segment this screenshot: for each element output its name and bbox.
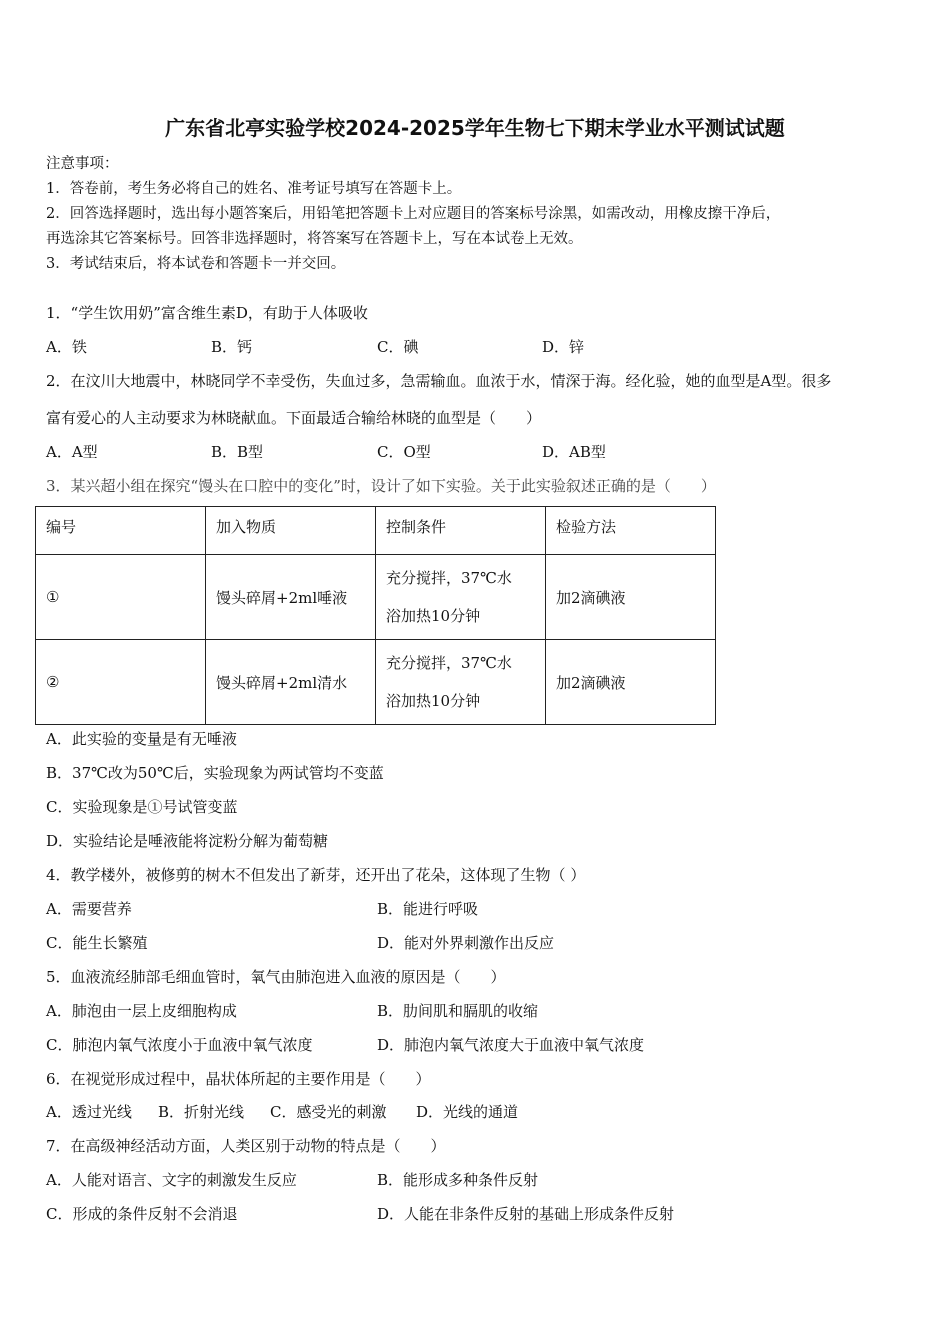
q5-option-c: C．肺泡内氧气浓度小于血液中氧气浓度 bbox=[46, 1036, 313, 1054]
q5-option-a: A．肺泡由一层上皮细胞构成 bbox=[46, 1002, 237, 1020]
question-2-stem-cont: 富有爱心的人主动要求为林晓献血。下面最适合输给林晓的血型是（ ） bbox=[46, 409, 542, 427]
notice-item: 3．考试结束后，将本试卷和答题卡一并交回。 bbox=[46, 256, 346, 272]
notice-item: 再选涂其它答案标号。回答非选择题时，将答案写在答题卡上，写在本试卷上无效。 bbox=[46, 231, 583, 247]
experiment-table bbox=[35, 506, 716, 725]
condition-line: 浴加热10分钟 bbox=[386, 607, 481, 625]
q7-option-b: B．能形成多种条件反射 bbox=[377, 1171, 539, 1189]
notice-item: 1．答卷前，考生务必将自己的姓名、准考证号填写在答题卡上。 bbox=[46, 181, 462, 197]
header-cell: 检验方法 bbox=[546, 507, 716, 555]
q2-option-a: A．A型 bbox=[46, 443, 98, 461]
row-id: ① bbox=[36, 555, 206, 640]
table-row bbox=[36, 640, 716, 725]
q7-option-d: D．人能在非条件反射的基础上形成条件反射 bbox=[377, 1205, 675, 1223]
q4-option-a: A．需要营养 bbox=[46, 900, 132, 918]
question-3-stem: 3．某兴超小组在探究“馒头在口腔中的变化”时，设计了如下实验。关于此实验叙述正确的是（ ） bbox=[46, 477, 716, 495]
q1-option-c: C．碘 bbox=[377, 338, 419, 356]
question-2-stem: 2．在汶川大地震中，林晓同学不幸受伤，失血过多，急需输血。血浓于水，情深于海。经化验，她的血型是A型。很多 bbox=[46, 372, 832, 390]
q2-option-c: C．O型 bbox=[377, 443, 431, 461]
notice-item: 2．回答选择题时，选出每小题答案后，用铅笔把答题卡上对应题目的答案标号涂黑，如需改动，用橡皮擦干净后， bbox=[46, 206, 781, 222]
row-method: 加2滴碘液 bbox=[546, 555, 716, 640]
q1-option-b: B．钙 bbox=[211, 338, 253, 356]
question-5-stem: 5．血液流经肺部毛细血管时，氧气由肺泡进入血液的原因是（ ） bbox=[46, 968, 506, 986]
q1-option-a: A．铁 bbox=[46, 338, 87, 356]
q2-option-d: D．AB型 bbox=[542, 443, 606, 461]
q2-option-b: B．B型 bbox=[211, 443, 264, 461]
question-4-stem: 4．教学楼外，被修剪的树木不但发出了新芽，还开出了花朵，这体现了生物（ ） bbox=[46, 866, 586, 884]
question-1-stem: 1．“学生饮用奶”富含维生素D，有助于人体吸收 bbox=[46, 304, 368, 322]
q6-option-c: C．感受光的刺激 bbox=[270, 1103, 387, 1121]
question-6-stem: 6．在视觉形成过程中，晶状体所起的主要作用是（ ） bbox=[46, 1070, 431, 1088]
row-condition bbox=[376, 555, 546, 640]
condition-line: 充分搅拌，37℃水 bbox=[386, 569, 512, 587]
q3-option-a: A．此实验的变量是有无唾液 bbox=[46, 730, 237, 748]
q4-option-d: D．能对外界刺激作出反应 bbox=[377, 934, 555, 952]
q6-option-d: D．光线的通道 bbox=[416, 1103, 519, 1121]
notice-heading: 注意事项： bbox=[46, 156, 119, 172]
q3-option-c: C．实验现象是①号试管变蓝 bbox=[46, 798, 238, 816]
header-cell: 编号 bbox=[36, 507, 206, 555]
header-cell: 加入物质 bbox=[206, 507, 376, 555]
q4-option-c: C．能生长繁殖 bbox=[46, 934, 148, 952]
row-method: 加2滴碘液 bbox=[546, 640, 716, 725]
question-7-stem: 7．在高级神经活动方面，人类区别于动物的特点是（ ） bbox=[46, 1137, 446, 1155]
q3-option-b: B．37℃改为50℃后，实验现象为两试管均不变蓝 bbox=[46, 764, 384, 782]
q1-option-d: D．锌 bbox=[542, 338, 585, 356]
q7-option-a: A．人能对语言、文字的刺激发生反应 bbox=[46, 1171, 297, 1189]
condition-line: 浴加热10分钟 bbox=[386, 692, 481, 710]
condition-line: 充分搅拌，37℃水 bbox=[386, 654, 512, 672]
row-substance: 馒头碎屑+2ml唾液 bbox=[206, 555, 376, 640]
table-header-row bbox=[36, 507, 716, 555]
q4-option-b: B．能进行呼吸 bbox=[377, 900, 479, 918]
row-id: ② bbox=[36, 640, 206, 725]
q7-option-c: C．形成的条件反射不会消退 bbox=[46, 1205, 238, 1223]
header-cell: 控制条件 bbox=[376, 507, 546, 555]
q6-option-a: A．透过光线 bbox=[46, 1103, 132, 1121]
q5-option-b: B．肋间肌和膈肌的收缩 bbox=[377, 1002, 539, 1020]
q5-option-d: D．肺泡内氧气浓度大于血液中氧气浓度 bbox=[377, 1036, 645, 1054]
row-condition bbox=[376, 640, 546, 725]
table-row bbox=[36, 555, 716, 640]
q6-option-b: B．折射光线 bbox=[158, 1103, 245, 1121]
q3-option-d: D．实验结论是唾液能将淀粉分解为葡萄糖 bbox=[46, 832, 329, 850]
page-title: 广东省北亭实验学校2024-2025学年生物七下期末学业水平测试试题 bbox=[165, 116, 785, 140]
row-substance: 馒头碎屑+2ml清水 bbox=[206, 640, 376, 725]
